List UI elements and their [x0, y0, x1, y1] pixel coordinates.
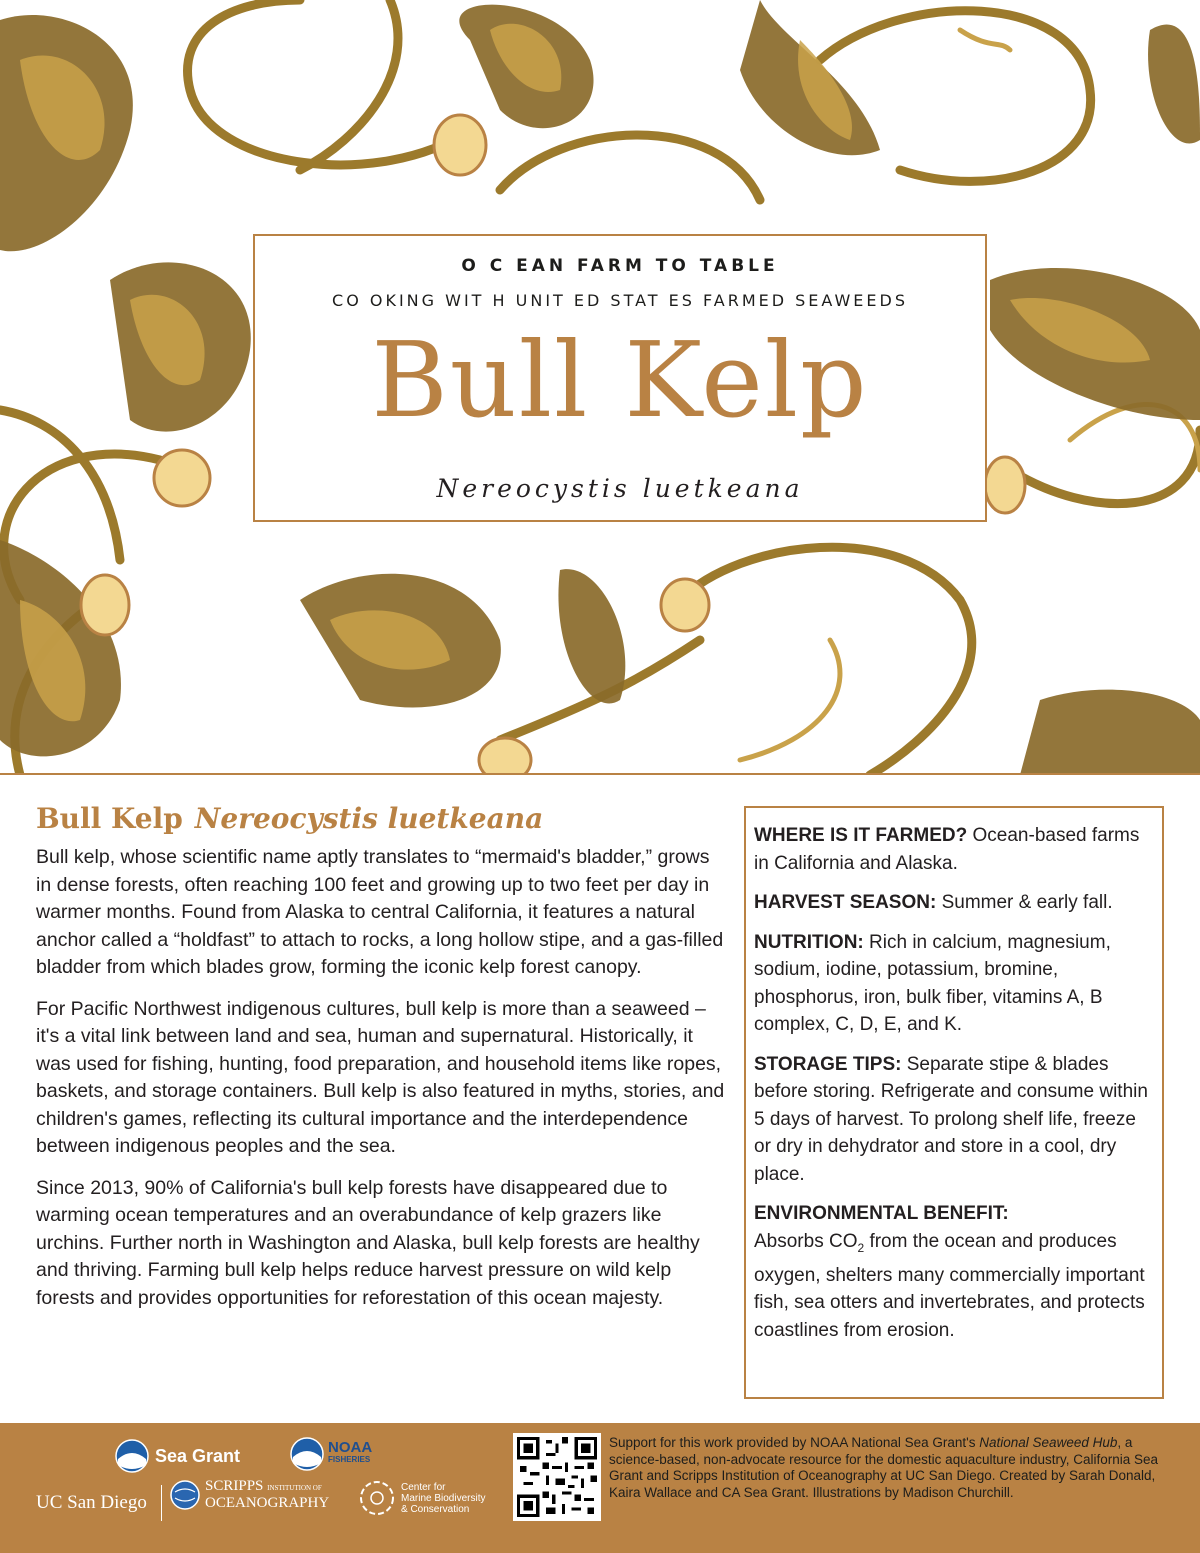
series-kicker: O C EAN FARM TO TABLE — [461, 256, 779, 276]
cmbc-emblem-icon — [358, 1479, 396, 1517]
fact-storage — [754, 1051, 1154, 1189]
facts-sidebar — [744, 806, 1164, 1399]
fact-environment-label: ENVIRONMENTAL BENEFIT: — [754, 1203, 1009, 1224]
fact-storage-label: STORAGE TIPS: — [754, 1053, 902, 1075]
scripps-text: SCRIPPS INSTITUTION OF — [205, 1478, 322, 1494]
globe-icon — [170, 1480, 200, 1510]
page-title: Bull Kelp — [371, 319, 869, 441]
paragraph-conservation: Since 2013, 90% of California's bull kelp forests have disappeared due to warming ocean temperatures and an overabundance of kelp grazers like urchins. Further north in Washington and Alaska, bull kelp forests are healthy and thriving. Farming bull kelp helps reduce harvest pressure on wild kelp forests and provides opportunities for reforestation of this ocean majesty. — [36, 1176, 700, 1309]
noaa-text: NOAA — [328, 1439, 373, 1456]
logo-divider — [161, 1485, 162, 1521]
scientific-name: Nereocystis luetkeana — [436, 474, 804, 503]
fact-farmed-label: WHERE IS IT FARMED? — [754, 825, 968, 846]
credits-text — [609, 1435, 1169, 1501]
paragraph-culture: For Pacific Northwest indigenous cultures, bull kelp is more than a seaweed – it's a vital link between land and sea, human and supernatural. Historically, it was used for fishing, hunting, food preparation, and household items like ropes, baskets, and storage containers. Bull kelp is also featured in myths, stories, and children's games, reflecting its cultural importance and the interdependence between indigenous peoples and the sea. — [36, 997, 725, 1157]
fact-storage-text: Separate stipe & blades before storing. Refrigerate and consume within 5 days of harvest. To prolong shelf life, freeze or dry in dehydrator and store in a cool, dry place. — [754, 1053, 1148, 1185]
fact-nutrition-text: Rich in calcium, magnesium, sodium, iodine, potassium, bromine, phosphorus, iron, bulk fiber, vitamins A, B complex, C, D, E, and K. — [754, 931, 1111, 1035]
noaa-fisheries-wordmark — [328, 1439, 373, 1466]
fact-season — [754, 889, 1154, 917]
cmbc-line-3: & Conservation — [401, 1503, 470, 1515]
credit-hub-name: National Seaweed Hub — [979, 1435, 1118, 1450]
fact-environment-post: from the ocean and produces oxygen, shelters many commercially important fish, sea otters and invertebrates, and protects coastlines from erosion. — [754, 1230, 1145, 1341]
co2-subscript: 2 — [857, 1240, 865, 1255]
cmbc-line-2: Marine Biodiversity — [401, 1492, 486, 1504]
fact-season-label: HARVEST SEASON: — [754, 892, 937, 913]
noaa-fisheries-logo — [290, 1437, 372, 1471]
main-article — [36, 800, 726, 1326]
credit-part-1: Support for this work provided by NOAA National Sea Grant's — [609, 1435, 980, 1450]
hero-divider — [0, 773, 1200, 775]
fact-nutrition — [754, 929, 1154, 1039]
oceanography-text: OCEANOGRAPHY — [205, 1495, 330, 1511]
footer-band — [0, 1423, 1200, 1553]
series-subtitle: CO OKING WIT H UNIT ED STAT ES FARMED SEAWEEDS — [332, 291, 908, 310]
qr-code[interactable] — [513, 1433, 601, 1521]
qr-code-icon — [517, 1437, 597, 1517]
sea-grant-logo — [115, 1439, 240, 1473]
scripps-logo — [170, 1479, 329, 1511]
fact-season-text: Summer & early fall. — [941, 892, 1113, 913]
sea-grant-wordmark: Sea Grant — [155, 1445, 241, 1466]
cmbc-logo — [358, 1479, 485, 1517]
uc-san-diego-logo — [36, 1485, 162, 1521]
fact-environment-pre: Absorbs CO — [754, 1230, 858, 1252]
noaa-badge-icon — [115, 1439, 149, 1473]
cmbc-line-1: Center for — [401, 1481, 446, 1493]
cmbc-wordmark — [401, 1482, 485, 1515]
heading-scientific-name: Nereocystis luetkeana — [194, 802, 544, 835]
fisheries-text: FISHERIES — [328, 1455, 371, 1464]
fact-farmed — [754, 822, 1154, 877]
credit-part-2: , a science-based, non-advocate resource for the domestic aquaculture industry, California Sea Grant and Scripps Institution of Oceanography at UC San Diego. Created by Sarah Donald, Kaira Wallace and CA Sea Grant. Illustrations by Madison Churchill. — [609, 1435, 1159, 1500]
scripps-wordmark — [205, 1479, 329, 1511]
fact-nutrition-label: NUTRITION: — [754, 931, 864, 953]
heading-common-name: Bull Kelp — [36, 802, 183, 835]
article-heading — [36, 800, 726, 838]
uc-san-diego-wordmark: UC San Diego — [36, 1492, 147, 1513]
title-card — [253, 234, 987, 522]
fact-farmed-text: Ocean-based farms in California and Alaska. — [754, 825, 1140, 874]
fact-environment — [754, 1200, 1154, 1344]
noaa-fisheries-icon — [290, 1437, 324, 1471]
paragraph-description: Bull kelp, whose scientific name aptly translates to “mermaid's bladder,” grows in dense forests, often reaching 100 feet and growing up to two feet per day in warmer months. Found from Alaska to central California, it features a natural anchor called a “holdfast” to attach to rocks, a long hollow stipe, and a gas-filled bladder from which blades grow, forming the iconic kelp forest canopy. — [36, 846, 724, 978]
